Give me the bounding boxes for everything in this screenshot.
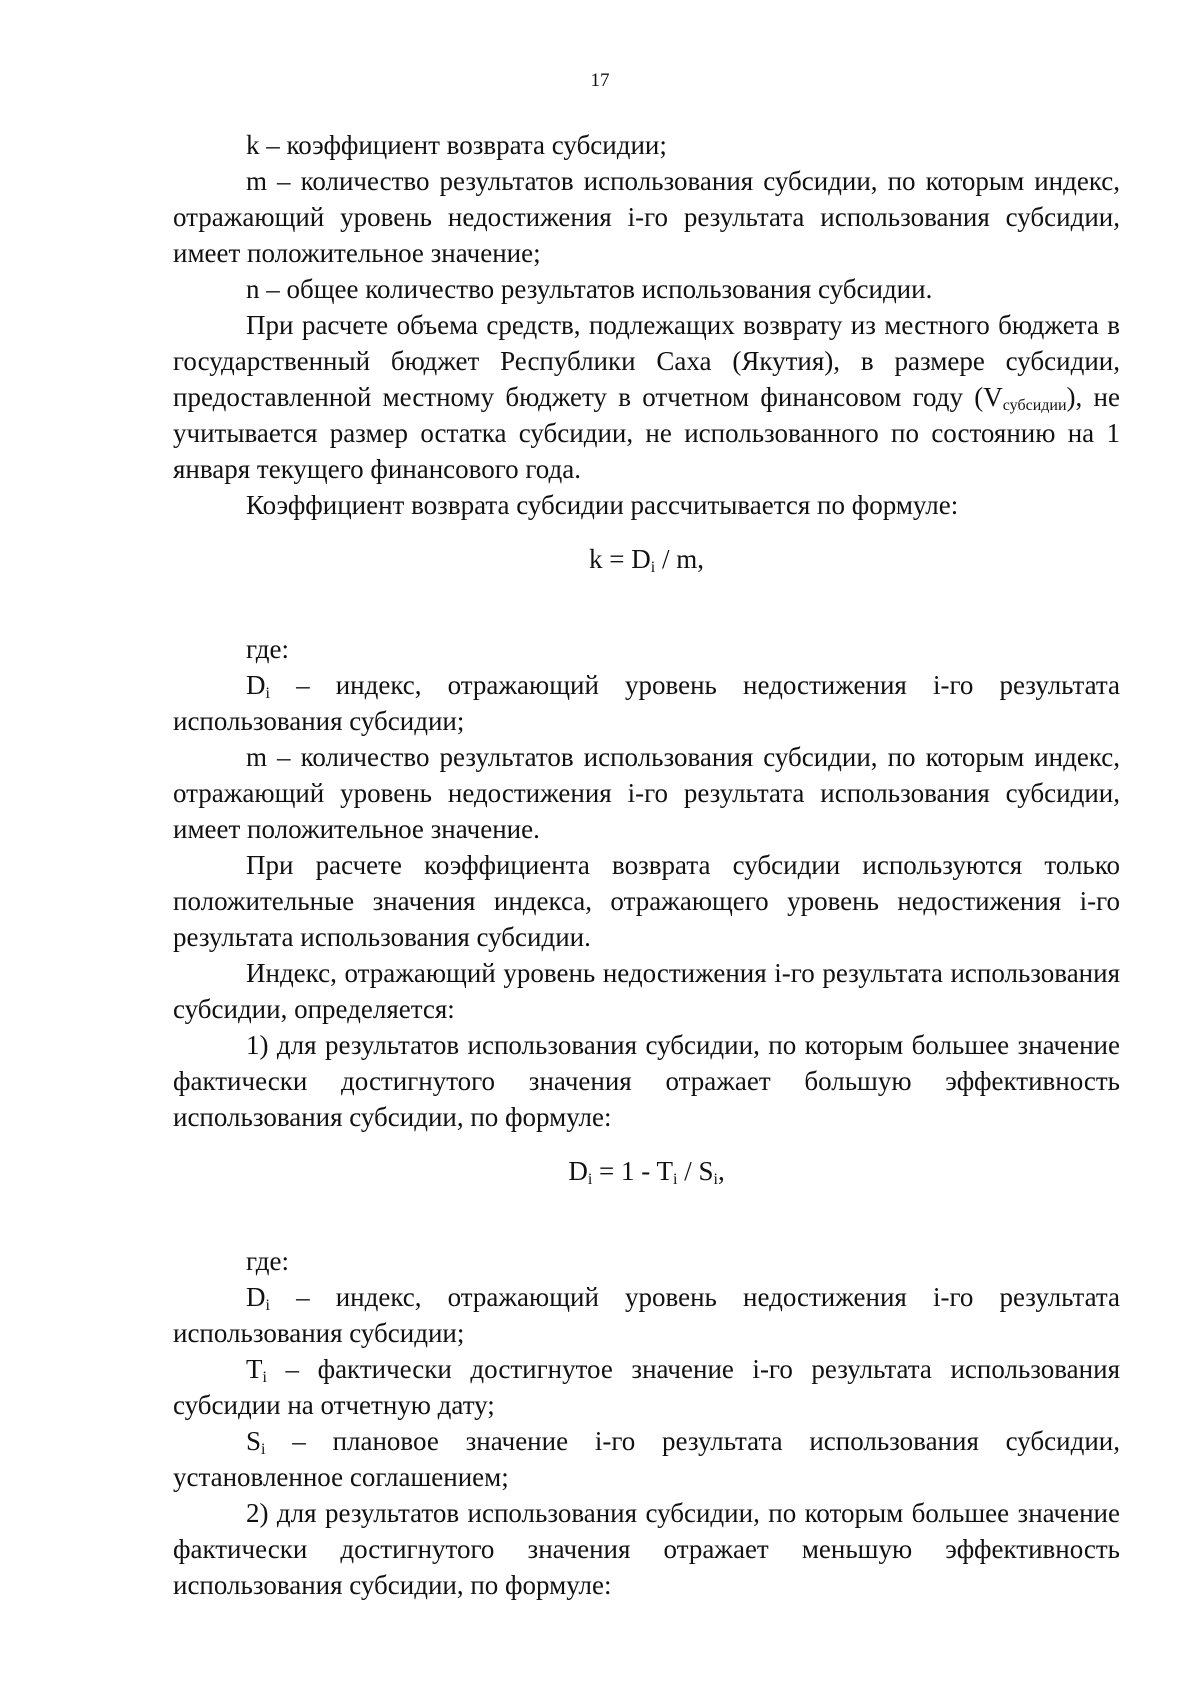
subscript: i <box>713 1171 718 1188</box>
paragraph-di-definition-2 <box>173 1279 1120 1351</box>
text-fragment: При расчете объема средств, подлежащих возврату из местного бюджета в государственный бюджет Республики Саха (Якутия), в размере субсидии, предоставленной местному бюджету в отчетном финансовом году (V <box>173 310 1120 412</box>
paragraph-si-definition <box>173 1423 1120 1495</box>
text-fragment: D <box>246 1282 266 1312</box>
paragraph-di-definition <box>173 667 1120 739</box>
paragraph-k-definition: k – коэффициент возврата субсидии; <box>246 130 667 160</box>
subscript: i <box>262 1369 267 1386</box>
paragraph-where-2: где: <box>246 1246 289 1276</box>
formula-fragment: / S <box>677 1156 714 1186</box>
paragraph-coefficient-intro: Коэффициент возврата субсидии рассчитывается по формуле: <box>246 490 959 520</box>
text-fragment: – индекс, отражающий уровень недостижения i-го результата использования субсидии; <box>173 670 1120 736</box>
text-fragment: – индекс, отражающий уровень недостижения i-го результата использования субсидии; <box>173 1282 1120 1348</box>
page-number: 17 <box>590 70 610 91</box>
paragraph-case-2: 2) для результатов использования субсидии, по которым большее значение фактически достигнутого значения отражает меньшую эффективность использования субсидии, по формуле: <box>173 1498 1120 1600</box>
text-fragment: S <box>246 1426 262 1456</box>
paragraph-case-1: 1) для результатов использования субсидии, по которым большее значение фактически достигнутого значения отражает большую эффективность использования субсидии, по формуле: <box>173 1030 1120 1132</box>
paragraph-n-definition: n – общее количество результатов использования субсидии. <box>246 274 933 304</box>
subscript: i <box>265 685 270 702</box>
document-body <box>173 127 1120 1603</box>
text-fragment: – плановое значение i-го результата использования субсидии, установленное соглашением; <box>173 1426 1120 1492</box>
paragraph-where: где: <box>246 634 289 664</box>
formula-fragment: k = D <box>589 544 651 574</box>
formula-fragment: / m, <box>655 544 704 574</box>
text-fragment: T <box>246 1354 263 1384</box>
paragraph-m-definition-2: m – количество результатов использования субсидии, по которым индекс, отражающий уровень недостижения i-го результата использования субсидии, имеет положительное значение. <box>173 742 1120 844</box>
subscript: i <box>587 1171 593 1188</box>
formula-k <box>173 541 1120 577</box>
subscript: i <box>261 1441 266 1458</box>
subscript: i <box>673 1171 678 1188</box>
paragraph-positive-values: При расчете коэффициента возврата субсидии используются только положительные значения индекса, отражающего уровень недостижения i-го результата использования субсидии. <box>173 850 1120 952</box>
formula-fragment: , <box>717 1156 725 1186</box>
subscript: i <box>265 1297 270 1314</box>
subscript: субсидии <box>1002 397 1067 414</box>
formula-di <box>173 1153 1120 1189</box>
text-fragment: D <box>246 670 266 700</box>
paragraph-return-volume <box>173 307 1120 487</box>
subscript: i <box>650 559 656 576</box>
paragraph-ti-definition <box>173 1351 1120 1423</box>
text-fragment: – фактически достигнутое значение i-го результата использования субсидии на отчетную дату; <box>173 1354 1120 1420</box>
paragraph-m-definition: m – количество результатов использования субсидии, по которым индекс, отражающий уровень недостижения i-го результата использования субсидии, имеет положительное значение; <box>173 166 1120 268</box>
paragraph-index-determined: Индекс, отражающий уровень недостижения i-го результата использования субсидии, определяется: <box>173 958 1120 1024</box>
formula-fragment: D <box>568 1156 588 1186</box>
text-fragment: ), не учитывается размер остатка субсидии, не использованного по состоянию на 1 января текущего финансового года. <box>173 382 1120 484</box>
formula-fragment: = 1 - T <box>592 1156 673 1186</box>
